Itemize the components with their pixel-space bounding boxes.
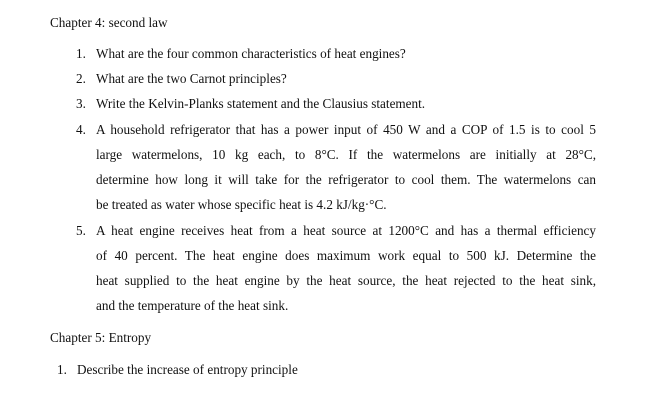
entropy-question-1-number: 1.	[57, 362, 67, 377]
question-4-number: 4.	[76, 122, 86, 137]
entropy-question-1-text: Describe the increase of entropy principle	[77, 362, 298, 377]
question-5-number: 5.	[76, 223, 86, 238]
question-3-text: Write the Kelvin-Planks statement and the Clausius statement.	[96, 96, 426, 111]
question-1-text: What are the four common characteristics of heat engines?	[96, 46, 406, 61]
chapter-4-heading: Chapter 4: second law	[50, 15, 168, 30]
question-2-number: 2.	[76, 71, 86, 86]
question-2-text: What are the two Carnot principles?	[96, 71, 287, 86]
question-5-line-3: heat supplied to the heat engine by the heat source, the heat rejected to the heat sink,	[96, 273, 596, 288]
chapter-5-heading: Chapter 5: Entropy	[50, 330, 152, 345]
question-5-line-1: A heat engine receives heat from a heat source at 1200°C and has a thermal efficiency	[96, 223, 596, 238]
question-4-line-1: A household refrigerator that has a power input of 450 W and a COP of 1.5 is to cool 5	[96, 122, 596, 137]
question-1-number: 1.	[76, 46, 86, 61]
question-4-line-4: be treated as water whose specific heat is 4.2 kJ/kg·°C.	[96, 197, 387, 212]
question-4-line-3: determine how long it will take for the refrigerator to cool them. The watermelons can	[96, 172, 596, 187]
question-4-line-2: large watermelons, 10 kg each, to 8°C. If the watermelons are initially at 28°C,	[96, 147, 596, 162]
question-5-line-4: and the temperature of the heat sink.	[96, 298, 289, 313]
question-3-number: 3.	[76, 96, 86, 111]
question-5-line-2: of 40 percent. The heat engine does maximum work equal to 500 kJ. Determine the	[96, 248, 596, 263]
